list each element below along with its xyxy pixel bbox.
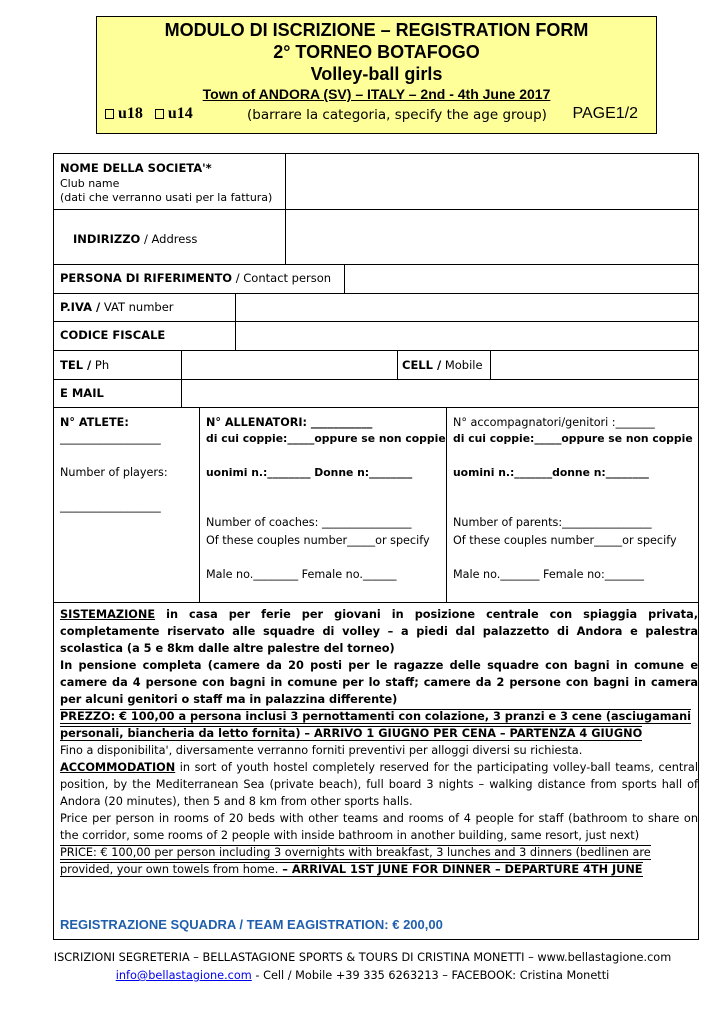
- info-text: [60, 606, 698, 878]
- male-a: Male no.________ Female no.______: [206, 568, 397, 581]
- registration-fee: REGISTRAZIONE SQUADRA / TEAM EAGISTRATION: € 200,00: [60, 917, 443, 932]
- email-input-cell[interactable]: [181, 379, 699, 408]
- cf-label: CODICE FISCALE: [60, 328, 166, 342]
- category-options: [105, 103, 193, 125]
- fino-paragraph: Fino a disponibilita', diversamente verranno forniti preventivi per alloggi diversi su richiesta.: [60, 744, 583, 757]
- form-title: MODULO DI ISCRIZIONE – REGISTRATION FORM: [164, 20, 589, 40]
- atlete-line: __________________: [60, 432, 161, 445]
- coppie-a: di cui coppie:_____oppure se non coppie: [206, 432, 446, 445]
- number-players-label: Number of players:: [60, 466, 168, 479]
- u18-checkbox[interactable]: [105, 109, 114, 119]
- price-en-paragraph: PRICE: € 100,00 per person including 3 overnights with breakfast, 3 lunches and 3 dinners (bedlinen are provided, your own towels from home. – ARRIVAL 1ST JUNE FOR DINNER – DEPARTURE 4TH JUNE: [60, 846, 651, 876]
- footer-line2: info@bellastagione.com - Cell / Mobile +39 335 6263213 – FACEBOOK: Cristina Monetti: [115, 969, 610, 982]
- persona-input-cell[interactable]: [344, 264, 699, 294]
- tel-label: TEL / Ph: [60, 358, 110, 372]
- piva-input-cell[interactable]: [235, 293, 699, 322]
- uonimi-a: uonimi n.:________ Donne n:________: [206, 466, 413, 479]
- email-label: E MAIL: [60, 386, 104, 400]
- allenatori-label: N° ALLENATORI: ___________: [206, 416, 373, 429]
- tel-input-cell[interactable]: [181, 350, 398, 380]
- indirizzo-label: INDIRIZZO / Address: [73, 232, 198, 246]
- email-link[interactable]: info@bellastagione.com: [115, 969, 252, 982]
- fattura-note: (dati che verranno usati per la fattura): [60, 191, 273, 204]
- price-paragraph: Price per person in rooms of 20 beds with other teams and rooms of 4 people for staff (bathroom to share on the corridor, some rooms of 2 people with inside bathroom in another building, same resort, just next): [60, 812, 698, 842]
- footer-line1: ISCRIZIONI SEGRETERIA – BELLASTAGIONE SPORTS & TOURS DI CRISTINA MONETTI – www.bellastagione.com: [53, 951, 672, 964]
- tournament-category: Volley-ball girls: [310, 64, 443, 84]
- tournament-location-date: Town of ANDORA (SV) – ITALY – 2nd - 4th June 2017: [202, 86, 551, 102]
- players-line: __________________: [60, 500, 161, 513]
- uomini-b: uomini n.:_______donne n:________: [453, 466, 649, 479]
- u14-checkbox[interactable]: [155, 109, 164, 119]
- cf-input-cell[interactable]: [235, 321, 699, 351]
- category-note: (barrare la categoria, specify the age group): [247, 107, 547, 123]
- page-number: PAGE1/2: [572, 105, 638, 122]
- pensione-paragraph: In pensione completa (camere da 20 posti per le ragazze delle squadre con bagni in comune e camere da 4 persone con bagni in comune per lo staff; camere da 2 persone con bagni in camera per alcuni genitori o staff ma in palazzina differente): [60, 659, 698, 706]
- parents-label: Number of parents:________________: [453, 516, 652, 529]
- form-header: [96, 16, 657, 134]
- club-name-label: Club name: [60, 177, 120, 190]
- sistemazione-paragraph: SISTEMAZIONE in casa per ferie per giovani in posizione centrale con spiaggia privata, completamente riservato alle squadre di volley – a piedi dal palazzetto di Andora e palestra scolastica (a 5 e 8km dalle altre palestre del torneo): [60, 608, 698, 655]
- coaches-label: Number of coaches: ________________: [206, 516, 412, 529]
- persona-label: PERSONA DI RIFERIMENTO / Contact person: [60, 271, 332, 285]
- societa-input-cell[interactable]: [285, 153, 699, 210]
- tournament-name: 2° TORNEO BOTAFOGO: [273, 42, 480, 62]
- accommodation-paragraph: ACCOMMODATION in sort of youth hostel completely reserved for the participating volley-ball teams, central position, by the Mediterranean Sea (private beach), full board 3 nights – walking distance from sports hall of Andora (20 minutes), then 5 and 8 km from other sports halls.: [60, 761, 698, 808]
- couples-b: Of these couples number_____or specify: [453, 534, 677, 547]
- indirizzo-input-cell[interactable]: [285, 209, 699, 265]
- accompagnatori-label: N° accompagnatori/genitori :_______: [453, 416, 655, 429]
- u18-label: u18: [118, 105, 143, 122]
- atlete-label: N° ATLETE:: [60, 416, 129, 429]
- u14-label: u14: [167, 105, 193, 122]
- cell-input-cell[interactable]: [490, 350, 699, 380]
- male-b: Male no._______ Female no:_______: [453, 568, 644, 581]
- coppie-b: di cui coppie:_____oppure se non coppie: [453, 432, 693, 445]
- category-row: [97, 103, 656, 125]
- footer: [0, 949, 725, 985]
- societa-label: NOME DELLA SOCIETA'*: [60, 161, 212, 175]
- piva-label: P.IVA / VAT number: [60, 300, 174, 314]
- cell-label: CELL / Mobile: [402, 358, 483, 372]
- prezzo-paragraph: PREZZO: € 100,00 a persona inclusi 3 pernottamenti con colazione, 3 pranzi e 3 cene (asciugamani personali, biancheria da letto fornita) – ARRIVO 1 GIUGNO PER CENA – PARTENZA 4 GIUGNO: [60, 710, 692, 740]
- couples-a: Of these couples number_____or specify: [206, 534, 430, 547]
